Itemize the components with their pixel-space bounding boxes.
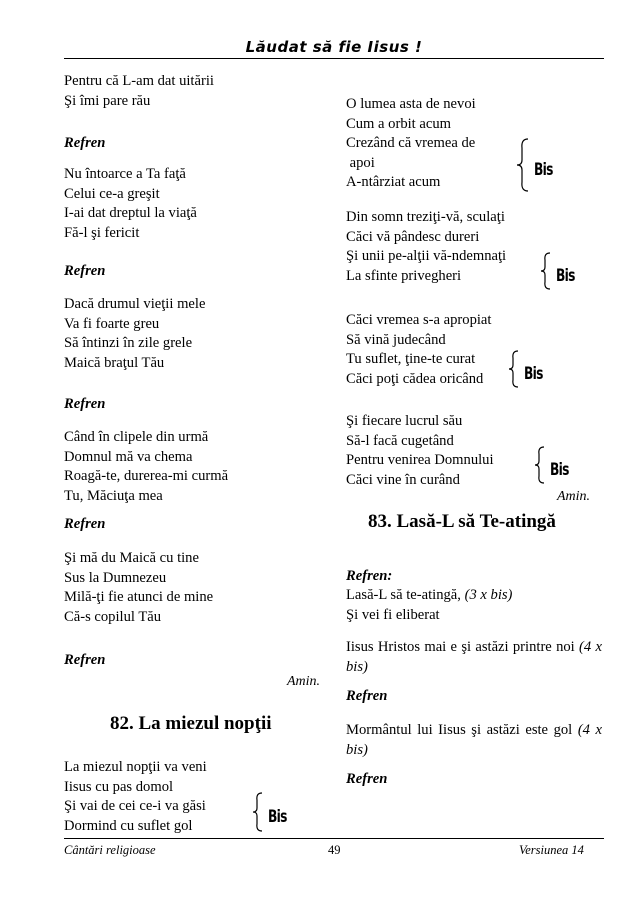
verse-line: Nu întoarce a Ta faţă [64, 166, 186, 182]
bis-marker [540, 252, 582, 290]
verse-line: Şi fiecare lucrul său [346, 413, 463, 429]
right-paragraph-1 [346, 637, 602, 677]
verse-line: Să întinzi în zile grele [64, 335, 193, 352]
verse-line [346, 586, 512, 606]
verse-line: Căci poţi cădea oricând [346, 370, 484, 387]
verse-line: Iisus cu pas domol [64, 778, 174, 795]
verse-line: Pentru că L-am dat uitării [64, 73, 214, 89]
refrain-line-1: Lasă-L să te-atingă, [346, 587, 461, 603]
repeat-note: (4 x bis) [346, 722, 602, 758]
verse-line: apoi [346, 154, 375, 171]
bis-label: Bis [268, 807, 287, 827]
header-divider [64, 58, 604, 59]
song-82-title: 82. La miezul nopţii [110, 713, 272, 734]
left-stanza-6 [64, 758, 207, 836]
verse-line: Că-s copilul Tău [64, 608, 162, 625]
verse-line: Roagă-te, durerea-mi curmă [64, 468, 229, 485]
repeat-note: (3 x bis) [464, 587, 513, 603]
verse-line: La miezul nopţii va veni [64, 759, 207, 775]
left-stanza-1 [64, 72, 214, 111]
refrain-label: Refren: [346, 568, 393, 584]
verse-line: Domnul mă va chema [64, 448, 193, 465]
verse-line: Crezând că vremea de [346, 135, 476, 152]
paragraph-text: Mormântul lui Iisus şi astăzi este gol [346, 722, 573, 738]
bis-marker [516, 138, 560, 192]
paragraph-text: Iisus Hristos mai e şi astăzi printre noi [346, 639, 575, 655]
left-stanza-4 [64, 428, 228, 506]
verse-line: Şi vai de cei ce-i va găsi [64, 798, 206, 815]
left-stanza-3 [64, 295, 205, 373]
verse-line: Când în clipele din urmă [64, 429, 209, 445]
verse-line: I-ai dat dreptul la viaţă [64, 205, 197, 222]
refrain-label: Refren [64, 652, 106, 668]
verse-line: Căci vine în curând [346, 471, 460, 488]
footer-version: Versiunea 14 [519, 843, 584, 857]
verse-line: O lumea asta de nevoi [346, 96, 476, 112]
verse-line: Tu, Măciuţa mea [64, 487, 163, 504]
verse-line: Fă-l şi fericit [64, 224, 140, 241]
bis-label: Bis [556, 266, 575, 286]
left-stanza-5 [64, 549, 213, 627]
verse-line: Dormind cu suflet gol [64, 817, 193, 834]
verse-line: Căci vă pândesc dureri [346, 228, 480, 245]
right-stanza-3 [346, 311, 491, 389]
footer-divider [64, 838, 604, 839]
verse-line: Cum a orbit acum [346, 115, 451, 132]
refrain-label: Refren [64, 135, 106, 151]
verse-line: A-ntârziat acum [346, 174, 441, 191]
bis-label: Bis [534, 160, 553, 180]
verse-line: Maică braţul Tău [64, 354, 165, 371]
curly-brace-icon [540, 252, 552, 290]
right-stanza-2 [346, 208, 506, 286]
refrain-label: Refren [64, 263, 106, 279]
verse-line: Milă-ţi fie atunci de mine [64, 589, 214, 606]
right-stanza-1 [346, 95, 476, 193]
page-number: 49 [328, 843, 341, 857]
verse-line: La sfinte privegheri [346, 267, 462, 284]
verse-line: Pentru venirea Domnului [346, 452, 494, 469]
right-stanza-4 [346, 412, 494, 490]
left-stanza-2 [64, 165, 197, 243]
curly-brace-icon [508, 350, 520, 388]
repeat-note: (4 x bis) [346, 639, 602, 675]
song-83-title: 83. Lasă-L să Te-atingă [368, 511, 556, 532]
verse-line: Şi unii pe-alţii vă-ndemnaţi [346, 248, 507, 265]
bis-marker [508, 350, 550, 388]
bis-label: Bis [524, 364, 543, 384]
page-header-title: Lăudat să fie Iisus ! [245, 38, 423, 56]
verse-line: Tu suflet, ţine-te curat [346, 351, 476, 368]
verse-line: Căci vremea s-a apropiat [346, 312, 492, 328]
verse-line: Va fi foarte greu [64, 315, 160, 332]
verse-line: Sus la Dumnezeu [64, 569, 167, 586]
curly-brace-icon [534, 446, 546, 484]
right-refrain-text [346, 586, 512, 625]
refrain-label: Refren [346, 688, 388, 704]
refrain-label: Refren [64, 396, 106, 412]
right-paragraph-2 [346, 720, 602, 760]
bis-marker [252, 792, 294, 832]
bis-marker [534, 446, 576, 484]
verse-line: Celui ce-a greşit [64, 185, 160, 202]
verse-line: Şi mă du Maică cu tine [64, 550, 199, 566]
footer-book-title: Cântări religioase [64, 843, 156, 857]
refrain-line-2: Şi vei fi eliberat [346, 606, 440, 623]
verse-line: Dacă drumul vieţii mele [64, 296, 206, 312]
bis-label: Bis [550, 460, 569, 480]
refrain-label: Refren [64, 516, 106, 532]
verse-line: Să vină judecând [346, 331, 446, 348]
verse-line: Şi îmi pare rău [64, 92, 151, 109]
verse-line: Să-l facă cugetând [346, 432, 454, 449]
amin-label: Amin. [287, 674, 321, 689]
verse-line: Din somn treziţi-vă, sculaţi [346, 209, 505, 225]
amin-label: Amin. [557, 489, 591, 504]
curly-brace-icon [516, 138, 530, 192]
curly-brace-icon [252, 792, 264, 832]
refrain-label: Refren [346, 771, 388, 787]
